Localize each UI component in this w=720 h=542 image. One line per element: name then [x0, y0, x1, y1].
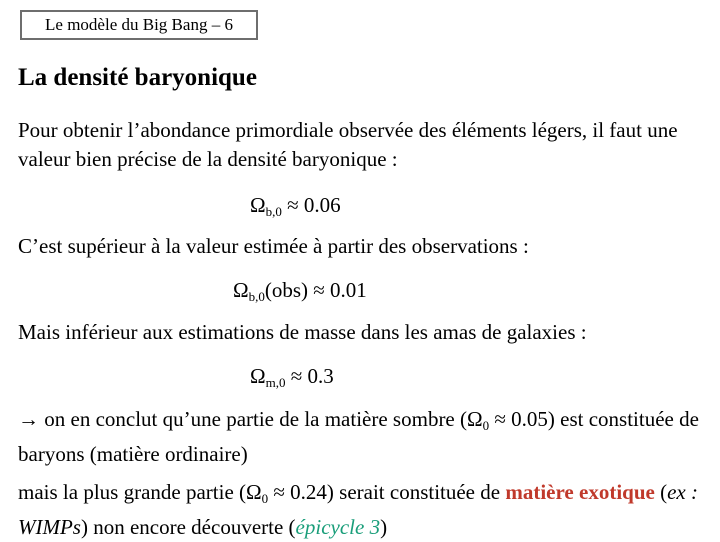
exotic-text-1: mais la plus grande partie (Ω [18, 480, 262, 504]
wimps-example: ex : WIMPs [18, 480, 698, 539]
conclusion-text-1: → on en conclut qu’une partie de la matière sombre (Ω [18, 407, 483, 431]
paragraph-intro: Pour obtenir l’abondance primordiale observée des éléments légers, il faut une valeur bien précise de la densité baryonique : [18, 118, 678, 171]
exotic-text-5: ) [380, 515, 388, 539]
formula-value: ≈ 0.3 [285, 364, 334, 388]
paragraph-exotic-matter [18, 478, 708, 542]
formula-subscript: b,0 [248, 289, 265, 304]
section-title: La densité baryonique [18, 64, 257, 91]
formula-value: ≈ 0.06 [281, 193, 341, 217]
formula-value: (obs) ≈ 0.01 [264, 278, 367, 302]
exotic-subscript: 0 [261, 491, 269, 506]
slide-header-title: Le modèle du Big Bang – 6 [45, 15, 233, 34]
exotic-highlight: exotique [579, 480, 655, 504]
conclusion-subscript: 0 [482, 418, 490, 433]
exotic-text-2: ≈ 0.24) serait constituée de [268, 480, 506, 504]
formula-baryon-density [250, 191, 341, 226]
conclusion-text-2: ≈ 0.05) est constituée de baryons (matière ordinaire) [18, 407, 699, 466]
paragraph-conclusion [18, 405, 708, 469]
formula-matter-density [250, 362, 334, 397]
exotic-matter-highlight: matière [505, 480, 574, 504]
exotic-text-4: ) non encore découverte ( [80, 515, 296, 539]
paragraph-observations: C’est supérieur à la valeur estimée à partir des observations : [18, 234, 529, 258]
paragraph-clusters: Mais inférieur aux estimations de masse dans les amas de galaxies : [18, 320, 587, 344]
formula-subscript: m,0 [265, 375, 286, 390]
formula-observed-density [233, 276, 367, 311]
epicycle-reference: épicycle 3 [295, 515, 381, 539]
formula-symbol: Ω [250, 193, 266, 217]
formula-subscript: b,0 [265, 204, 282, 219]
exotic-text-3: ( [654, 480, 668, 504]
formula-symbol: Ω [250, 364, 266, 388]
formula-symbol: Ω [233, 278, 249, 302]
slide-header [20, 10, 258, 40]
